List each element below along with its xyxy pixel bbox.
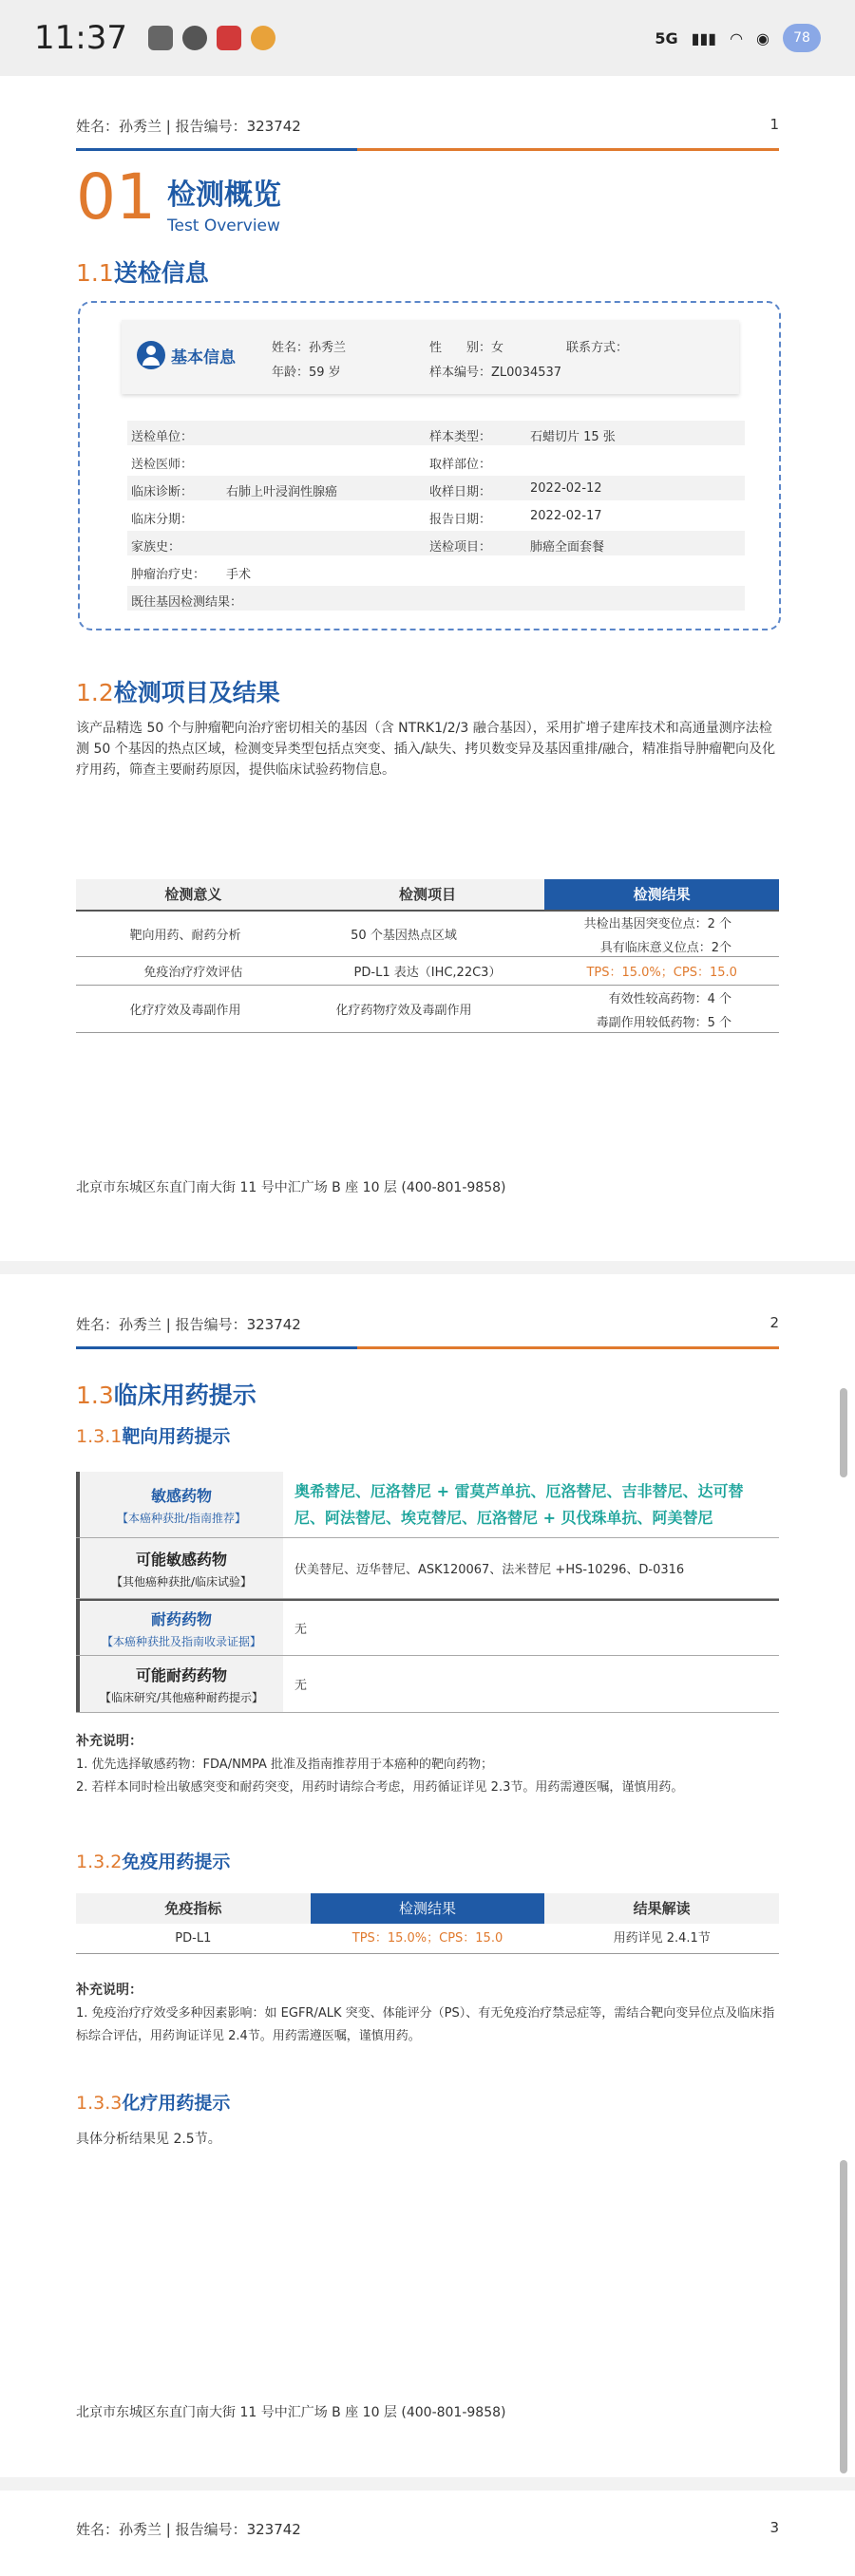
subsection-title-1-3-1: 1.3.1靶向用药提示: [76, 1426, 231, 1447]
patient-name: 姓名：孙秀兰: [272, 341, 347, 355]
header-divider: [76, 148, 779, 151]
chemo-note: 具体分析结果见 2.5节。: [76, 2132, 221, 2147]
subsection-title-1-3-2: 1.3.2免疫用药提示: [76, 1852, 231, 1872]
col-header: 结果解读: [544, 1893, 779, 1924]
supplementary-note-2: 补充说明： 1. 免疫治疗疗效受多种因素影响：如 EGFR/ALK 突变、体能评分（PS）、有无免疫治疗禁忌症等，需结合靶向变异位点及临床指标综合评估，用药询证详见 2.4节。用药需遵医嘱，谨慎用药。: [76, 1983, 775, 2043]
page-number: 3: [770, 2519, 779, 2536]
resistant-drugs: 无: [294, 1623, 308, 1637]
table-row: 靶向用药、耐药分析 50 个基因热点区域 共检出基因突变位点：2 个 具有临床意义位点：2个: [76, 912, 779, 957]
report-page-1: [0, 76, 855, 1261]
battery-icon: 78: [783, 24, 821, 52]
patient-header: 姓名：孙秀兰 | 报告编号：323742: [76, 2521, 301, 2538]
info-row: 家族史： 送检项目： 肺癌全面套餐: [127, 531, 745, 555]
patient-header: 姓名：孙秀兰 | 报告编号：323742: [76, 1316, 301, 1333]
page-number: 1: [770, 116, 779, 133]
compass-icon: [182, 26, 207, 50]
report-page-2: [0, 1274, 855, 2477]
basic-info-title: 基本信息: [171, 348, 236, 367]
chapter-title: [76, 160, 281, 235]
page-footer: 北京市东城区东直门南大街 11 号中汇广场 B 座 10 层 (400-801-9858): [76, 2405, 506, 2420]
weibo-icon: [251, 26, 276, 50]
report-page-3: [0, 2491, 855, 2576]
person-icon: [137, 341, 165, 369]
info-row: 临床诊断： 右肺上叶浸润性腺癌 收样日期： 2022-02-12: [127, 476, 745, 500]
table-row: 可能敏感药物 【其他癌种获批/临床试验】 伏美替尼、迈华替尼、ASK120067、法米替尼 +HS-10296、D-0316: [76, 1538, 779, 1599]
possible-resistant-drugs: 无: [294, 1679, 308, 1693]
results-table: [76, 879, 779, 1033]
targeted-drug-table: [76, 1472, 779, 1713]
table-row: 敏感药物 【本癌种获批/指南推荐】 奥希替尼、厄洛替尼 + 雷莫芦单抗、厄洛替尼、吉非替尼、达可替尼、阿法替尼、埃克替尼、厄洛替尼 + 贝伐珠单抗、阿美替尼: [76, 1472, 779, 1538]
chapter-number: 01: [76, 160, 156, 234]
section-title-1-2: 1.2检测项目及结果: [76, 679, 280, 706]
immune-table: [76, 1893, 779, 1954]
possible-sensitive-drugs: 伏美替尼、迈华替尼、ASK120067、法米替尼 +HS-10296、D-0316: [294, 1563, 685, 1577]
col-header: 检测项目: [311, 879, 545, 910]
info-row: 肿瘤治疗史： 手术: [131, 568, 252, 582]
header-divider: [76, 1346, 779, 1349]
sensitive-drugs: 奥希替尼、厄洛替尼 + 雷莫芦单抗、厄洛替尼、吉非替尼、达可替尼、阿法替尼、埃克替尼、厄洛替尼 + 贝伐珠单抗、阿美替尼: [294, 1481, 744, 1527]
table-row: 化疗疗效及毒副作用 化疗药物疗效及毒副作用 有效性较高药物：4 个 毒副作用较低药物：5 个: [76, 986, 779, 1033]
signal-icon: ▮▮▮: [691, 28, 717, 47]
page-header: [76, 2519, 779, 2548]
page-header: [76, 116, 779, 144]
page-footer: 北京市东城区东直门南大街 11 号中汇广场 B 座 10 层 (400-801-9858): [76, 1180, 506, 1195]
wifi-icon: ◠: [730, 28, 744, 47]
scrollbar[interactable]: [840, 2160, 847, 2473]
supplementary-note-1: 补充说明： 1. 优先选择敏感药物：FDA/NMPA 批准及指南推荐用于本癌种的靶向药物； 2. 若样本同时检出敏感突变和耐药突变，用药时请综合考虑，用药循证详见 2.3节。用药需遵医嘱，谨慎用药。: [76, 1734, 684, 1795]
scrollbar[interactable]: [840, 1388, 847, 1477]
patient-header: 姓名：孙秀兰 | 报告编号：323742: [76, 118, 301, 135]
page-header: [76, 1314, 779, 1343]
chapter-title-cn: 检测概览: [166, 179, 281, 212]
section-title-1-1: 1.1送检信息: [76, 259, 209, 287]
table-row: PD-L1 TPS：15.0%；CPS：15.0 用药详见 2.4.1节: [76, 1924, 779, 1954]
table-row: 耐药药物 【本癌种获批及指南收录证据】 无: [76, 1599, 779, 1656]
app-icon: [217, 26, 241, 50]
patient-contact: 联系方式：: [566, 341, 629, 355]
patient-age: 年龄：59 岁: [272, 366, 341, 380]
table-row: 免疫治疗疗效评估 PD-L1 表达（IHC,22C3） TPS：15.0%；CPS：15.0: [76, 957, 779, 986]
sample-number: 样本编号：ZL0034537: [429, 366, 562, 380]
chapter-title-en: Test Overview: [166, 216, 280, 235]
status-time: 11:37: [34, 19, 127, 57]
app-icon: [148, 26, 173, 50]
info-row: 送检单位： 样本类型： 石蜡切片 15 张: [127, 421, 745, 445]
col-header: 检测结果: [311, 1893, 545, 1924]
page-number: 2: [770, 1314, 779, 1331]
patient-gender: 性 别：女: [429, 341, 504, 355]
section-title-1-3: 1.3临床用药提示: [76, 1382, 256, 1409]
table-row: 可能耐药药物 【临床研究/其他癌种耐药提示】 无: [76, 1656, 779, 1713]
info-row: 既往基因检测结果：: [127, 586, 745, 611]
col-header: 检测意义: [76, 879, 311, 910]
status-bar: [0, 0, 855, 76]
hotspot-icon: ◉: [756, 28, 770, 47]
subsection-title-1-3-3: 1.3.3化疗用药提示: [76, 2093, 231, 2114]
info-row: 临床分期： 报告日期： 2022-02-17: [131, 509, 602, 527]
submission-info-box: [78, 301, 781, 630]
info-row: 送检医师： 取样部位：: [131, 458, 492, 472]
col-header: 免疫指标: [76, 1893, 311, 1924]
network-label: 5G: [655, 28, 678, 47]
product-description: 该产品精选 50 个与肿瘤靶向治疗密切相关的基因（含 NTRK1/2/3 融合基因），采用扩增子建库技术和高通量测序法检测 50 个基因的热点区域，检测变异类型包括点突变、插入/缺失、拷贝数变异及基因重排/融合，精准指导肿瘤靶向及化疗用药，筛查主要耐药原因，提供临床试验药物信息。: [76, 721, 776, 778]
basic-info-card: [122, 320, 739, 394]
col-header: 检测结果: [544, 879, 779, 910]
